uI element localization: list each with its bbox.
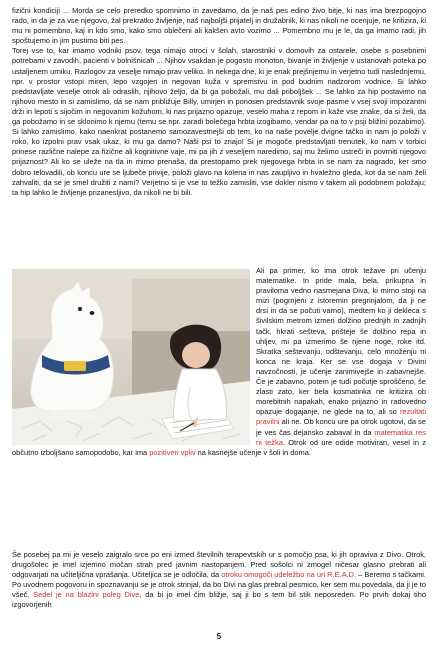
- text-run: . Otrok od ure odide motiviran, vesel in z občutno izboljšano samopodobo, kar ima: [12, 437, 426, 457]
- article-paragraph-math: [12, 266, 426, 458]
- article-paragraph-intro: [12, 6, 426, 198]
- text-run: – Beremo s tačkami. Po uvodnem pogovoru in spoznavanju se je otrok strinjal, da bo Divi na glas prebral pesmico, ker sem mu povedala, da ji je to všeč.: [12, 570, 426, 600]
- highlight-text: matematika res ni težka: [256, 427, 426, 447]
- text-run: na kasnejše učenje v šoli in doma.: [195, 447, 311, 457]
- text-run: ali ne. Ob koncu ure pa otrok ugotovi, da se je ves čas dejansko zabaval in da: [256, 417, 426, 437]
- text-run: Torej vse to, kar imamo vodniki psov, tega nimajo otroci v šolah, starostniki v domovih za ostarele, osebe s posebnimi potrebami v zavodih, pacienti v bolnišnicah ... Njihov vsakdan je pogosto monoton, bivanje in življenje v ustanovah poteka po ustaljenem urniku. Razlogov za veselje nimajo prav veliko. In nekega dne, ki je enak prejšnjemu in verjetno tudi naslednjemu, npr. v prostor vstopi miren, lepo vzgojen in negovan kuža v spremstvu in pod budnim nadzorom vodnice. Si lahko predstavljate veselje otrok ali odraslih, njihovo željo, da bi ga pobožali, mu dali priboljšek ... Se lahko za hip postavimo na njihovo mesto in si zamislimo, da se nam približuje Billy, umirjen in ponosen predstavnik svoje pasme v vsej svoji impozantni drži in lepoti s sijočim in negovanim kožuhom, ki nas prijazno opazuje, veselo maha z repom in kaže vse znake, da si želi, da ga pobožamo in se sklonimo k njemu (temu se npr. zaradi bolečega hrbta izogibamo, vendar pa na to v psji bližini pozabimo). Si lahko zamislimo, kako naenkrat postanemo samozavestnejši ob tem, ko na naše povelje dvigne tačko in nam jo položi v roko, ko izpolni prav vsak ukaz, ki mu ga damo? Naši psi to znajo! Si je mogoče predstavljati trenutek, ko nam v torbici prinese različne nalepe za fizične ali kognitivne vaje, mi pa jih z veseljem naredimo, saj mu želimo ustreči in povrniti njegovo prijaznost? Ali ko se uleže na tla in mirno prenaša, da prestopamo prek njegovega hrbta in se nam za nagrado, ker smo dobro telovadili, ob koncu ure se ljubeče privije, položi glavo na kolena in nas zaupljivo in hvaležno gleda, kot da se nam želi zahvaliti, da se je smel družiti z nami? Verjetno si je vse to težko zamisliti, vse dokler nismo v takem ali podobnem položaju; ta hip lahko le življenje prizanesljivo, da nikoli ne bi bili.: [12, 46, 426, 197]
- highlight-text: Sedel je na blazini poleg Dive: [33, 590, 140, 600]
- text-run: fizični kondiciji ... Morda se celo preredko spomnimo in zavedamo, da je naš pes edino živo bitje, ki nas ima brezpogojno rado, in da je za vse njegovo, žal prekratko življenje, naš najboljši prijatelj in družabnik, ki nas nikoli ne ocenjuje, ne kritizira, ki mu ni pomembno, kaj in kdo smo, kako smo oblečeni ali kakšen avto vozimo ... Pomembno mu je le, da ga imamo radi, jih spoštujemo in jim pustimo biti pes.: [12, 6, 426, 46]
- photo-illustration: [12, 269, 250, 445]
- highlight-text: pozitiven vpliv: [149, 447, 196, 457]
- text-run: Še posebej pa mi je veselo zaigralo srce po eni izmed številnih terapevtskih ur s pomočjo psa, ki jih opraviva z Divo. Otrok, drugošolec je imel izjemno močan strah pred javnim nastopanjem. Pred sošolci ni zmogel ničesar glasno prebrati ali odgovarjati na učiteljična vprašanja. Učiteljica se je odločila, da: [12, 550, 426, 580]
- highlight-text: rezultati pravilni: [256, 407, 426, 427]
- article-paragraph-reading: [12, 550, 426, 611]
- therapy-dog-photo: [12, 269, 250, 445]
- page-number: 5: [216, 632, 222, 641]
- text-run: Ali pa primer, ko ima otrok težave pri učenju matematike. In pride mala, bela, prikupna in praviloma vedno nasmejana Diva, ki mirno stoji na mizi (pogrnjeni z istoremin pregrinjalom, da ji ne drsi in da se počuti varno), medtem ko ji dekleca s šivilskim metrom izmeri dolžino prednjih in zadnjih tačk, hkrati sešteva, prišteje še dolžino repa in uhljev, mi pa izmerimo še njene noge, roke itd. Skratka seštevanju, odštevanju, celo množenju ni konca ne kraja. Ker se vse dogaja v Divini navzočnosti, je učenje zanimivejše in zabavnejše. Če je zabavno, potem je tudi počutje sproščeno, še zlasti zato, ker bela kosmatinka ne kritizira ob morebitnih napakah, enako prijazno in radovedno opazuje dogajanje, ne glede na to, ali so: [256, 266, 426, 417]
- text-run: , da bi jo imel čim bližje, saj ji bo s tem bil stik neposreden. Po prvih dokaj tiho izgovorjenih: [12, 590, 426, 610]
- highlight-text: otroku omogoči udeležbo na uri R.E.A.D.: [221, 570, 357, 580]
